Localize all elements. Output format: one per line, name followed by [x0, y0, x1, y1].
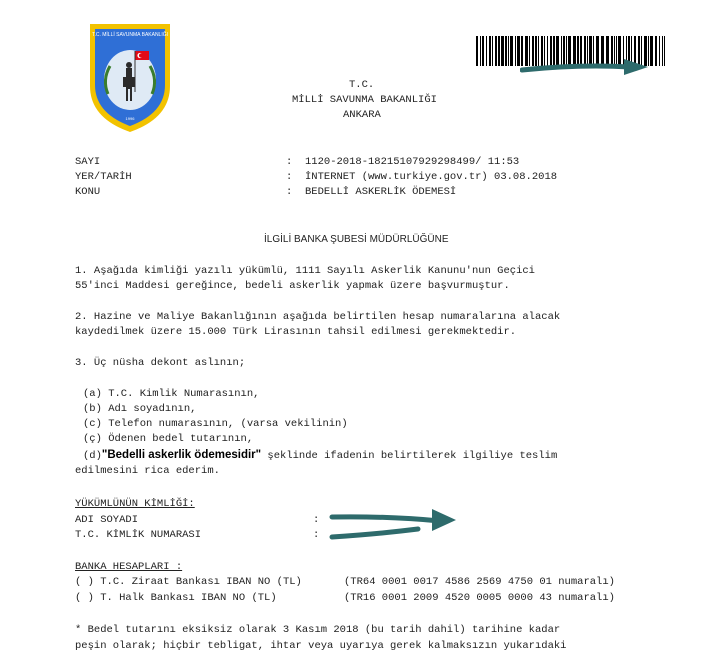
list-item-d-bold: "Bedelli askerlik ödemesidir"	[101, 449, 262, 461]
meta-value-yer-tarih: İNTERNET (www.turkiye.gov.tr) 03.08.2018	[305, 171, 558, 183]
barcode-bar	[489, 36, 491, 66]
meta-sep: :	[286, 186, 293, 198]
paragraph-3: 3. Üç nüsha dekont aslının;	[75, 357, 246, 369]
barcode-bar	[515, 36, 516, 66]
list-item-c: (c) Telefon numarasının, (varsa vekilinin)	[83, 418, 348, 430]
paragraph-2-line-1: 2. Hazine ve Maliye Bakanlığının aşağıda belirtilen hesap numaralarına alacak	[75, 311, 561, 323]
paragraph-2-line-2: kaydedilmek üzere 15.000 Türk Lirasının tahsil edilmesi gerekmektedir.	[75, 326, 517, 338]
list-item-cc: (ç) Ödenen bedel tutarının,	[83, 433, 254, 445]
identity-id-label: T.C. KİMLİK NUMARASI	[75, 529, 202, 541]
meta-sep: :	[286, 171, 293, 183]
meta-value-konu: BEDELLİ ASKERLİK ÖDEMESİ	[305, 186, 457, 198]
list-item-d-prefix: (d)	[83, 450, 102, 462]
bank-iban-ziraat: (TR64 0001 0017 4586 2569 4750 01 numaralı)	[344, 576, 615, 588]
note-line-1: * Bedel tutarını eksiksiz olarak 3 Kasım 2018 (bu tarih dahil) tarihine kadar	[75, 624, 561, 636]
addressee: İLGİLİ BANKA ŞUBESİ MÜDÜRLÜĞÜNE	[264, 234, 449, 245]
note-line-2: peşin olarak; hiçbir tebligat, ihtar veya uyarıya gerek kalmaksızın yukarıdaki	[75, 640, 567, 652]
barcode-bar	[505, 36, 507, 66]
svg-text:1996: 1996	[125, 116, 135, 121]
identity-sep: :	[313, 529, 320, 541]
barcode-bar	[508, 36, 509, 66]
list-item-d-continuation: edilmesini rica ederim.	[75, 465, 220, 477]
barcode-bar	[495, 36, 497, 66]
list-item-b: (b) Adı soyadının,	[83, 403, 197, 415]
meta-value-sayi: 1120-2018-18215107929298499/ 11:53	[305, 156, 520, 168]
barcode-bar	[650, 36, 653, 66]
list-item-d-rest: şeklinde ifadenin belirtilerek ilgiliye teslim	[261, 450, 558, 462]
bank-row-halk	[75, 592, 277, 604]
banks-heading: BANKA HESAPLARI :	[75, 561, 183, 573]
barcode-bar	[659, 36, 660, 66]
barcode-bar	[498, 36, 500, 66]
header-tc: T.C.	[349, 79, 375, 91]
identity-sep: :	[313, 514, 320, 526]
barcode-bar	[655, 36, 657, 66]
bank-checkbox: ( )	[75, 592, 94, 604]
bank-name: T.C. Ziraat Bankası IBAN NO (TL)	[100, 576, 302, 588]
barcode-bar	[476, 36, 478, 66]
meta-sep: :	[286, 156, 293, 168]
bank-iban-halk: (TR16 0001 2009 4520 0005 0000 43 numaralı)	[344, 592, 615, 604]
barcode-bar	[510, 36, 513, 66]
meta-label-konu: KONU	[75, 186, 101, 198]
bank-row-ziraat	[75, 576, 302, 588]
bank-checkbox: ( )	[75, 576, 94, 588]
meta-label-yer-tarih: YER/TARİH	[75, 171, 132, 183]
paragraph-1-line-2: 55'inci Maddesi gereğince, bedeli askerlik yapmak üzere başvurmuştur.	[75, 280, 510, 292]
paragraph-1-line-1: 1. Aşağıda kimliği yazılı yükümlü, 1111 Sayılı Askerlik Kanunu'nun Geçici	[75, 265, 535, 277]
barcode-bar	[482, 36, 484, 66]
identity-heading: YÜKÜMLÜNÜN KİMLİĞİ:	[75, 498, 195, 510]
arrow-annotation-1	[520, 58, 650, 78]
arrow-annotation-2	[328, 504, 458, 544]
header-ministry: MİLLİ SAVUNMA BAKANLIĞI	[292, 94, 437, 106]
barcode-bar	[486, 36, 487, 66]
list-item-a: (a) T.C. Kimlik Numarasının,	[83, 388, 260, 400]
barcode-bar	[501, 36, 504, 66]
barcode-bar	[492, 36, 493, 66]
identity-name-label: ADI SOYADI	[75, 514, 139, 526]
barcode-bar	[664, 36, 665, 66]
barcode-bar	[480, 36, 481, 66]
list-item-d	[83, 449, 557, 462]
barcode-bar	[662, 36, 663, 66]
ministry-emblem	[86, 22, 174, 134]
bank-name: T. Halk Bankası IBAN NO (TL)	[100, 592, 277, 604]
svg-text:T.C. MİLLİ SAVUNMA BAKANLIĞI: T.C. MİLLİ SAVUNMA BAKANLIĞI	[91, 32, 169, 38]
meta-label-sayi: SAYI	[75, 156, 101, 168]
header-city: ANKARA	[343, 109, 381, 121]
